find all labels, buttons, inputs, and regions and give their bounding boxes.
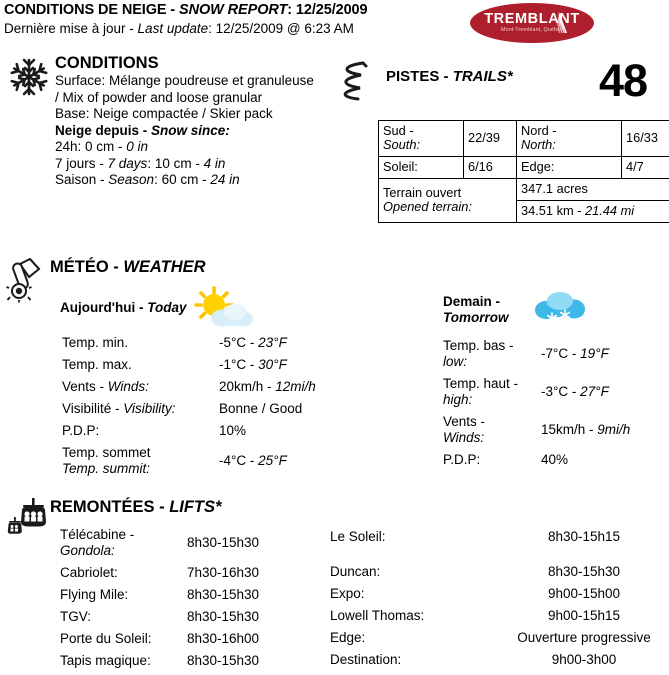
- last-update-fr: Dernière mise à jour -: [4, 21, 138, 36]
- table-row: [379, 121, 669, 157]
- today-visibility-label: Visibilité - Visibility:: [62, 401, 207, 423]
- lift-destination-hours: 9h00-3h00: [499, 652, 669, 674]
- table-row: [60, 565, 317, 587]
- snow-season-row: [55, 172, 317, 189]
- trails-soleil-value: 6/16: [464, 157, 517, 179]
- table-row: [60, 653, 317, 675]
- snow-since-en: Snow since:: [151, 123, 230, 138]
- trails-edge-label: Edge:: [517, 157, 622, 179]
- lift-cabriolet-hours: 7h30-16h30: [187, 565, 317, 587]
- page-title-date: : 12/25/2009: [287, 2, 367, 18]
- table-row: [62, 379, 316, 401]
- today-summit-label: Temp. sommet Temp. summit:: [62, 445, 207, 483]
- conditions-heading: CONDITIONS: [55, 54, 159, 73]
- winding-trail-icon: [332, 58, 374, 104]
- trails-heading-en: TRAILS*: [453, 68, 513, 85]
- table-row: [62, 401, 316, 423]
- table-row: [443, 376, 630, 414]
- tomorrow-high-value: -3°C - 27°F: [529, 376, 630, 414]
- lifts-right-table: [330, 529, 669, 674]
- table-row: [60, 631, 317, 653]
- lift-edge-label: Edge:: [330, 630, 499, 652]
- trails-north-value: 16/33: [622, 121, 669, 157]
- page-title: [4, 2, 367, 18]
- snow-24h-label: 24h:: [55, 139, 85, 154]
- tomorrow-weather-table: [443, 338, 630, 474]
- lift-tapis-magique-hours: 8h30-15h30: [187, 653, 317, 675]
- table-row: [60, 609, 317, 631]
- snow-season-label-en: Season: [108, 172, 154, 187]
- tremblant-logo[interactable]: [470, 3, 594, 43]
- sun-behind-cloud-icon: [192, 286, 254, 328]
- thermometer-icon: [6, 255, 52, 303]
- table-row: [60, 527, 317, 565]
- today-label-fr: Aujourd'hui -: [60, 300, 147, 315]
- table-row: [330, 529, 669, 551]
- trails-heading: [386, 68, 513, 85]
- snow-24h-in: 0 in: [126, 139, 148, 154]
- today-tmax-label: Temp. max.: [62, 357, 207, 379]
- page-title-fr: CONDITIONS DE NEIGE -: [4, 2, 179, 18]
- gondola-icon: [6, 498, 52, 540]
- last-update-en: Last update: [138, 21, 209, 36]
- snow-7days-row: [55, 156, 317, 173]
- table-row: [62, 423, 316, 445]
- table-row: [443, 414, 630, 452]
- table-row: [330, 586, 669, 608]
- last-update: [4, 21, 354, 36]
- lift-cabriolet-label: Cabriolet:: [60, 565, 187, 587]
- logo-wordmark: TREMBLANT: [470, 11, 594, 27]
- today-tmax-value: -1°C - 30°F: [207, 357, 316, 379]
- lifts-heading-fr: REMONTÉES -: [50, 498, 169, 516]
- snow-24h-row: [55, 139, 317, 156]
- today-winds-label: Vents - Winds:: [62, 379, 207, 401]
- table-row: [443, 338, 630, 376]
- snow-7days-label: 7 jours -: [55, 156, 108, 171]
- trails-north-label: Nord - North:: [517, 121, 622, 157]
- today-label: [60, 300, 186, 316]
- conditions-base: Base: Neige compactée / Skier pack: [55, 106, 317, 123]
- conditions-block: [55, 73, 317, 189]
- lift-expo-hours: 9h00-15h00: [499, 586, 669, 608]
- lift-porte-du-soleil-label: Porte du Soleil:: [60, 631, 187, 653]
- lift-lowell-thomas-label: Lowell Thomas:: [330, 608, 499, 630]
- today-winds-value: 20km/h - 12mi/h: [207, 379, 316, 401]
- lift-lowell-thomas-hours: 9h00-15h15: [499, 608, 669, 630]
- trails-soleil-label: Soleil:: [379, 157, 464, 179]
- snow-7days-cm: : 10 cm -: [147, 156, 203, 171]
- lift-duncan-hours: 8h30-15h30: [499, 551, 669, 586]
- snow-7days-in: 4 in: [204, 156, 226, 171]
- table-row: [443, 452, 630, 474]
- snow-season-cm: : 60 cm -: [154, 172, 210, 187]
- snow-season-in: 24 in: [210, 172, 239, 187]
- trails-south-value: 22/39: [464, 121, 517, 157]
- lift-tgv-hours: 8h30-15h30: [187, 609, 317, 631]
- lift-gondola-hours: 8h30-15h30: [187, 527, 317, 565]
- snow-cloud-icon: [532, 288, 588, 328]
- lift-tapis-magique-label: Tapis magique:: [60, 653, 187, 675]
- lifts-heading-en: LIFTS*: [169, 498, 221, 516]
- trails-edge-value: 4/7: [622, 157, 669, 179]
- lift-gondola-label: Télécabine - Gondola:: [60, 527, 187, 565]
- logo-tagline: Mont-Tremblant, Québec: [470, 27, 594, 33]
- weather-heading: [50, 258, 206, 277]
- table-row: [330, 652, 669, 674]
- snow-season-label: Saison -: [55, 172, 108, 187]
- table-row: [379, 157, 669, 179]
- lift-expo-label: Expo:: [330, 586, 499, 608]
- tomorrow-pdp-value: 40%: [529, 452, 630, 474]
- table-row: [379, 179, 669, 201]
- tomorrow-pdp-label: P.D.P:: [443, 452, 529, 474]
- cloud-shape: [535, 292, 585, 319]
- tomorrow-label: [443, 294, 523, 326]
- today-weather-table: [62, 335, 316, 483]
- table-row: [330, 608, 669, 630]
- lift-porte-du-soleil-hours: 8h30-16h00: [187, 631, 317, 653]
- snow-24h-cm: 0 cm -: [85, 139, 126, 154]
- trails-heading-fr: PISTES -: [386, 68, 453, 85]
- tomorrow-low-label: Temp. bas - low:: [443, 338, 529, 376]
- snowflake-icon: [8, 55, 52, 99]
- today-tmin-label: Temp. min.: [62, 335, 207, 357]
- today-pdp-value: 10%: [207, 423, 316, 445]
- tomorrow-label-fr: Demain -: [443, 294, 500, 309]
- table-row: [62, 335, 316, 357]
- lift-edge-hours: Ouverture progressive: [499, 630, 669, 652]
- weather-heading-en: WEATHER: [123, 258, 205, 276]
- lift-flying-mile-hours: 8h30-15h30: [187, 587, 317, 609]
- opened-terrain-km: 34.51 km - 21.44 mi: [517, 201, 669, 223]
- opened-terrain-acres: 347.1 acres: [517, 179, 669, 201]
- trails-south-label: Sud - South:: [379, 121, 464, 157]
- page-title-en: SNOW REPORT: [179, 2, 287, 18]
- today-summit-value: -4°C - 25°F: [207, 445, 316, 483]
- today-tmin-value: -5°C - 23°F: [207, 335, 316, 357]
- tomorrow-high-label: Temp. haut - high:: [443, 376, 529, 414]
- table-row: [62, 445, 316, 483]
- trails-open-count: 48: [599, 58, 647, 103]
- tomorrow-winds-value: 15km/h - 9mi/h: [529, 414, 630, 452]
- snow-7days-label-en: 7 days: [108, 156, 148, 171]
- snow-since-fr: Neige depuis -: [55, 123, 151, 138]
- conditions-surface: Surface: Mélange poudreuse et granuleuse / Mix of powder and loose granular: [55, 73, 317, 106]
- lift-tgv-label: TGV:: [60, 609, 187, 631]
- tomorrow-low-value: -7°C - 19°F: [529, 338, 630, 376]
- snow-since-label: [55, 123, 317, 140]
- trails-table: [378, 120, 669, 223]
- opened-terrain-label: Terrain ouvert Opened terrain:: [379, 179, 517, 223]
- tomorrow-label-en: Tomorrow: [443, 310, 509, 325]
- lifts-left-table: [60, 527, 317, 675]
- tomorrow-winds-label: Vents - Winds:: [443, 414, 529, 452]
- today-visibility-value: Bonne / Good: [207, 401, 316, 423]
- lift-flying-mile-label: Flying Mile:: [60, 587, 187, 609]
- lift-destination-label: Destination:: [330, 652, 499, 674]
- table-row: [330, 551, 669, 586]
- today-label-en: Today: [147, 300, 186, 315]
- lifts-heading: [50, 498, 221, 517]
- table-row: [60, 587, 317, 609]
- lift-le-soleil-hours: 8h30-15h15: [499, 529, 669, 551]
- table-row: [62, 357, 316, 379]
- table-row: [330, 630, 669, 652]
- weather-heading-fr: MÉTÉO -: [50, 258, 123, 276]
- lift-le-soleil-label: Le Soleil:: [330, 529, 499, 551]
- today-pdp-label: P.D.P:: [62, 423, 207, 445]
- last-update-value: : 12/25/2009 @ 6:23 AM: [208, 21, 354, 36]
- lift-duncan-label: Duncan:: [330, 551, 499, 586]
